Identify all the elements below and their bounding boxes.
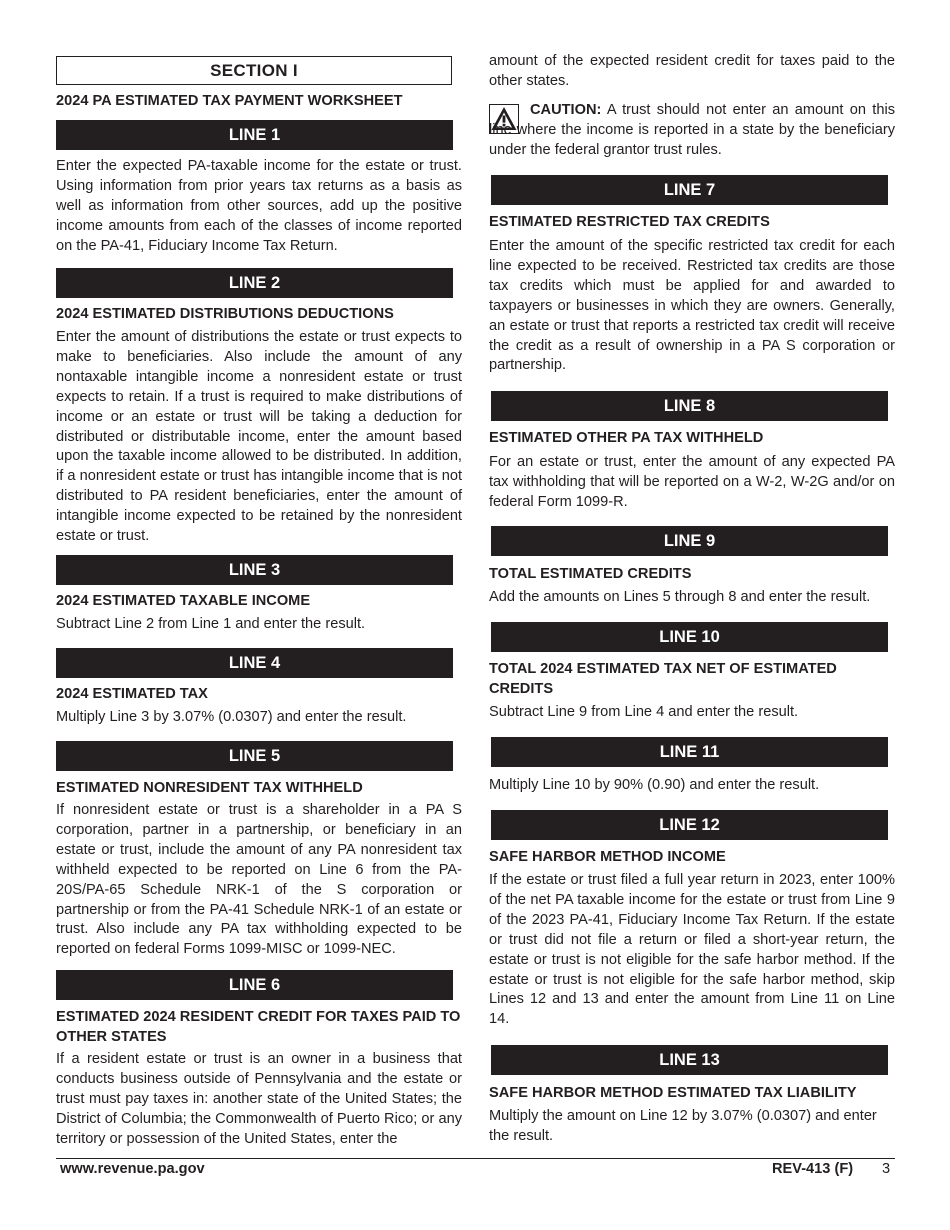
line13-body: Multiply the amount on Line 12 by 3.07% (0.0307) and enter the result.	[489, 1108, 877, 1144]
line9-heading: TOTAL ESTIMATED CREDITS	[489, 566, 692, 582]
worksheet-title: 2024 PA ESTIMATED TAX PAYMENT WORKSHEET	[56, 93, 403, 109]
line9-header: LINE 9	[491, 526, 888, 556]
line8-heading: ESTIMATED OTHER PA TAX WITHHELD	[489, 430, 764, 446]
line5-heading: ESTIMATED NONRESIDENT TAX WITHHELD	[56, 780, 363, 796]
line7-header: LINE 7	[491, 175, 888, 205]
line12-heading: SAFE HARBOR METHOD INCOME	[489, 849, 726, 865]
line10-header: LINE 10	[491, 622, 888, 652]
line2-heading: 2024 ESTIMATED DISTRIBUTIONS DEDUCTIONS	[56, 306, 394, 322]
line12-header: LINE 12	[491, 810, 888, 840]
line6-body-continued: amount of the expected resident credit for taxes paid to the other states.	[489, 53, 895, 89]
line2-header: LINE 2	[56, 268, 453, 298]
caution-label: CAUTION:	[530, 102, 602, 118]
line10-heading: TOTAL 2024 ESTIMATED TAX NET OF ESTIMATED CREDITS	[489, 661, 837, 697]
line11-header: LINE 11	[491, 737, 888, 767]
line13-heading: SAFE HARBOR METHOD ESTIMATED TAX LIABILITY	[489, 1085, 857, 1101]
caution-note	[489, 101, 895, 161]
line2-body: Enter the amount of distributions the estate or trust expects to make to beneficiaries. Also include the amount of any nontaxable intangible income a nonresident estate or trust expects to retain. If a trust is required to make distributions of income or an estate or trust will be taking a deduction for distributed or distributable income, enter the amount based upon the taxable income allowed to be distributed. In addition, if a nonresident estate or trust has intangible income that is not distributed to PA resident beneficiaries, enter the amount of intangible income expected to be retained by the nonresident estate or trust.	[56, 329, 462, 545]
footer-divider	[56, 1158, 895, 1159]
line4-body: Multiply Line 3 by 3.07% (0.0307) and enter the result.	[56, 709, 407, 725]
section-title: SECTION I	[56, 56, 452, 85]
line9-body: Add the amounts on Lines 5 through 8 and enter the result.	[489, 589, 871, 605]
line7-body: Enter the amount of the specific restricted tax credit for each line expected to be received. Restricted tax credits are those tax credits which must be applied for and awarded to taxpayers or businesses in which they are owners. Generally, an estate or trust that reports a restricted tax credit will receive the credit as a result of ownership in a PA S corporation or partnership.	[489, 238, 895, 374]
line6-body: If a resident estate or trust is an owner in a business that conducts business outside of Pennsylvania and the estate or trust must pay taxes in: another state of the United States; the District of Columbia; the Commonwealth of Puerto Rico; or any territory or possession of the United States, enter the	[56, 1051, 462, 1147]
line3-body: Subtract Line 2 from Line 1 and enter the result.	[56, 616, 366, 632]
line3-heading: 2024 ESTIMATED TAXABLE INCOME	[56, 593, 311, 609]
line6-heading: ESTIMATED 2024 RESIDENT CREDIT FOR TAXES PAID TO OTHER STATES	[56, 1009, 461, 1045]
line4-header: LINE 4	[56, 648, 453, 678]
line8-header: LINE 8	[491, 391, 888, 421]
line1-header: LINE 1	[56, 120, 453, 150]
line7-heading: ESTIMATED RESTRICTED TAX CREDITS	[489, 214, 770, 230]
line5-header: LINE 5	[56, 741, 453, 771]
line4-heading: 2024 ESTIMATED TAX	[56, 686, 208, 702]
line10-body: Subtract Line 9 from Line 4 and enter the result.	[489, 704, 799, 720]
line6-header: LINE 6	[56, 970, 453, 1000]
line3-header: LINE 3	[56, 555, 453, 585]
line5-body: If nonresident estate or trust is a shareholder in a PA S corporation, partner in a partnership, or beneficiary in an estate or trust, include the amount of any PA nonresident tax withheld expected to be reported on Line 6 from the PA-20S/PA-65 Schedule NRK-1 of the S corporation or partnership or from the PA-41 Schedule NRK-1 of an estate or trust. Also include any PA tax withholding expected to be reported on federal Forms 1099-MISC or 1099-NEC.	[56, 802, 462, 958]
footer-form-code: REV-413 (F)	[772, 1161, 854, 1177]
line12-body: If the estate or trust filed a full year return in 2023, enter 100% of the net PA taxable income for the estate or trust from Line 9 of the 2023 PA-41, Fiduciary Income Tax Return. If the estate or trust did not file a return or filed a short-year return, the estate or trust is not eligible for the safe harbor method. If the estate or trust is not eligible for the safe harbor method, skip Lines 12 and 13 and enter the amount from Line 11 on Line 14.	[489, 872, 895, 1028]
caution-text: A trust should not enter an amount on this line where the income is reported in a state by the beneficiary under the federal grantor trust rules.	[489, 102, 895, 158]
footer-website[interactable]: www.revenue.pa.gov	[60, 1161, 205, 1177]
line11-body: Multiply Line 10 by 90% (0.90) and enter the result.	[489, 777, 820, 793]
line1-body: Enter the expected PA-taxable income for the estate or trust. Using information from prior years tax returns as a basis as well as information from other sources, add up the positive income amounts from each of the classes of income reported on the PA-41, Fiduciary Income Tax Return.	[56, 158, 462, 254]
line13-header: LINE 13	[491, 1045, 888, 1075]
footer-page-number: 3	[882, 1161, 891, 1177]
line8-body: For an estate or trust, enter the amount of any expected PA tax withholding that will be reported on a W-2, W-2G and/or on federal Form 1099-R.	[489, 454, 895, 510]
